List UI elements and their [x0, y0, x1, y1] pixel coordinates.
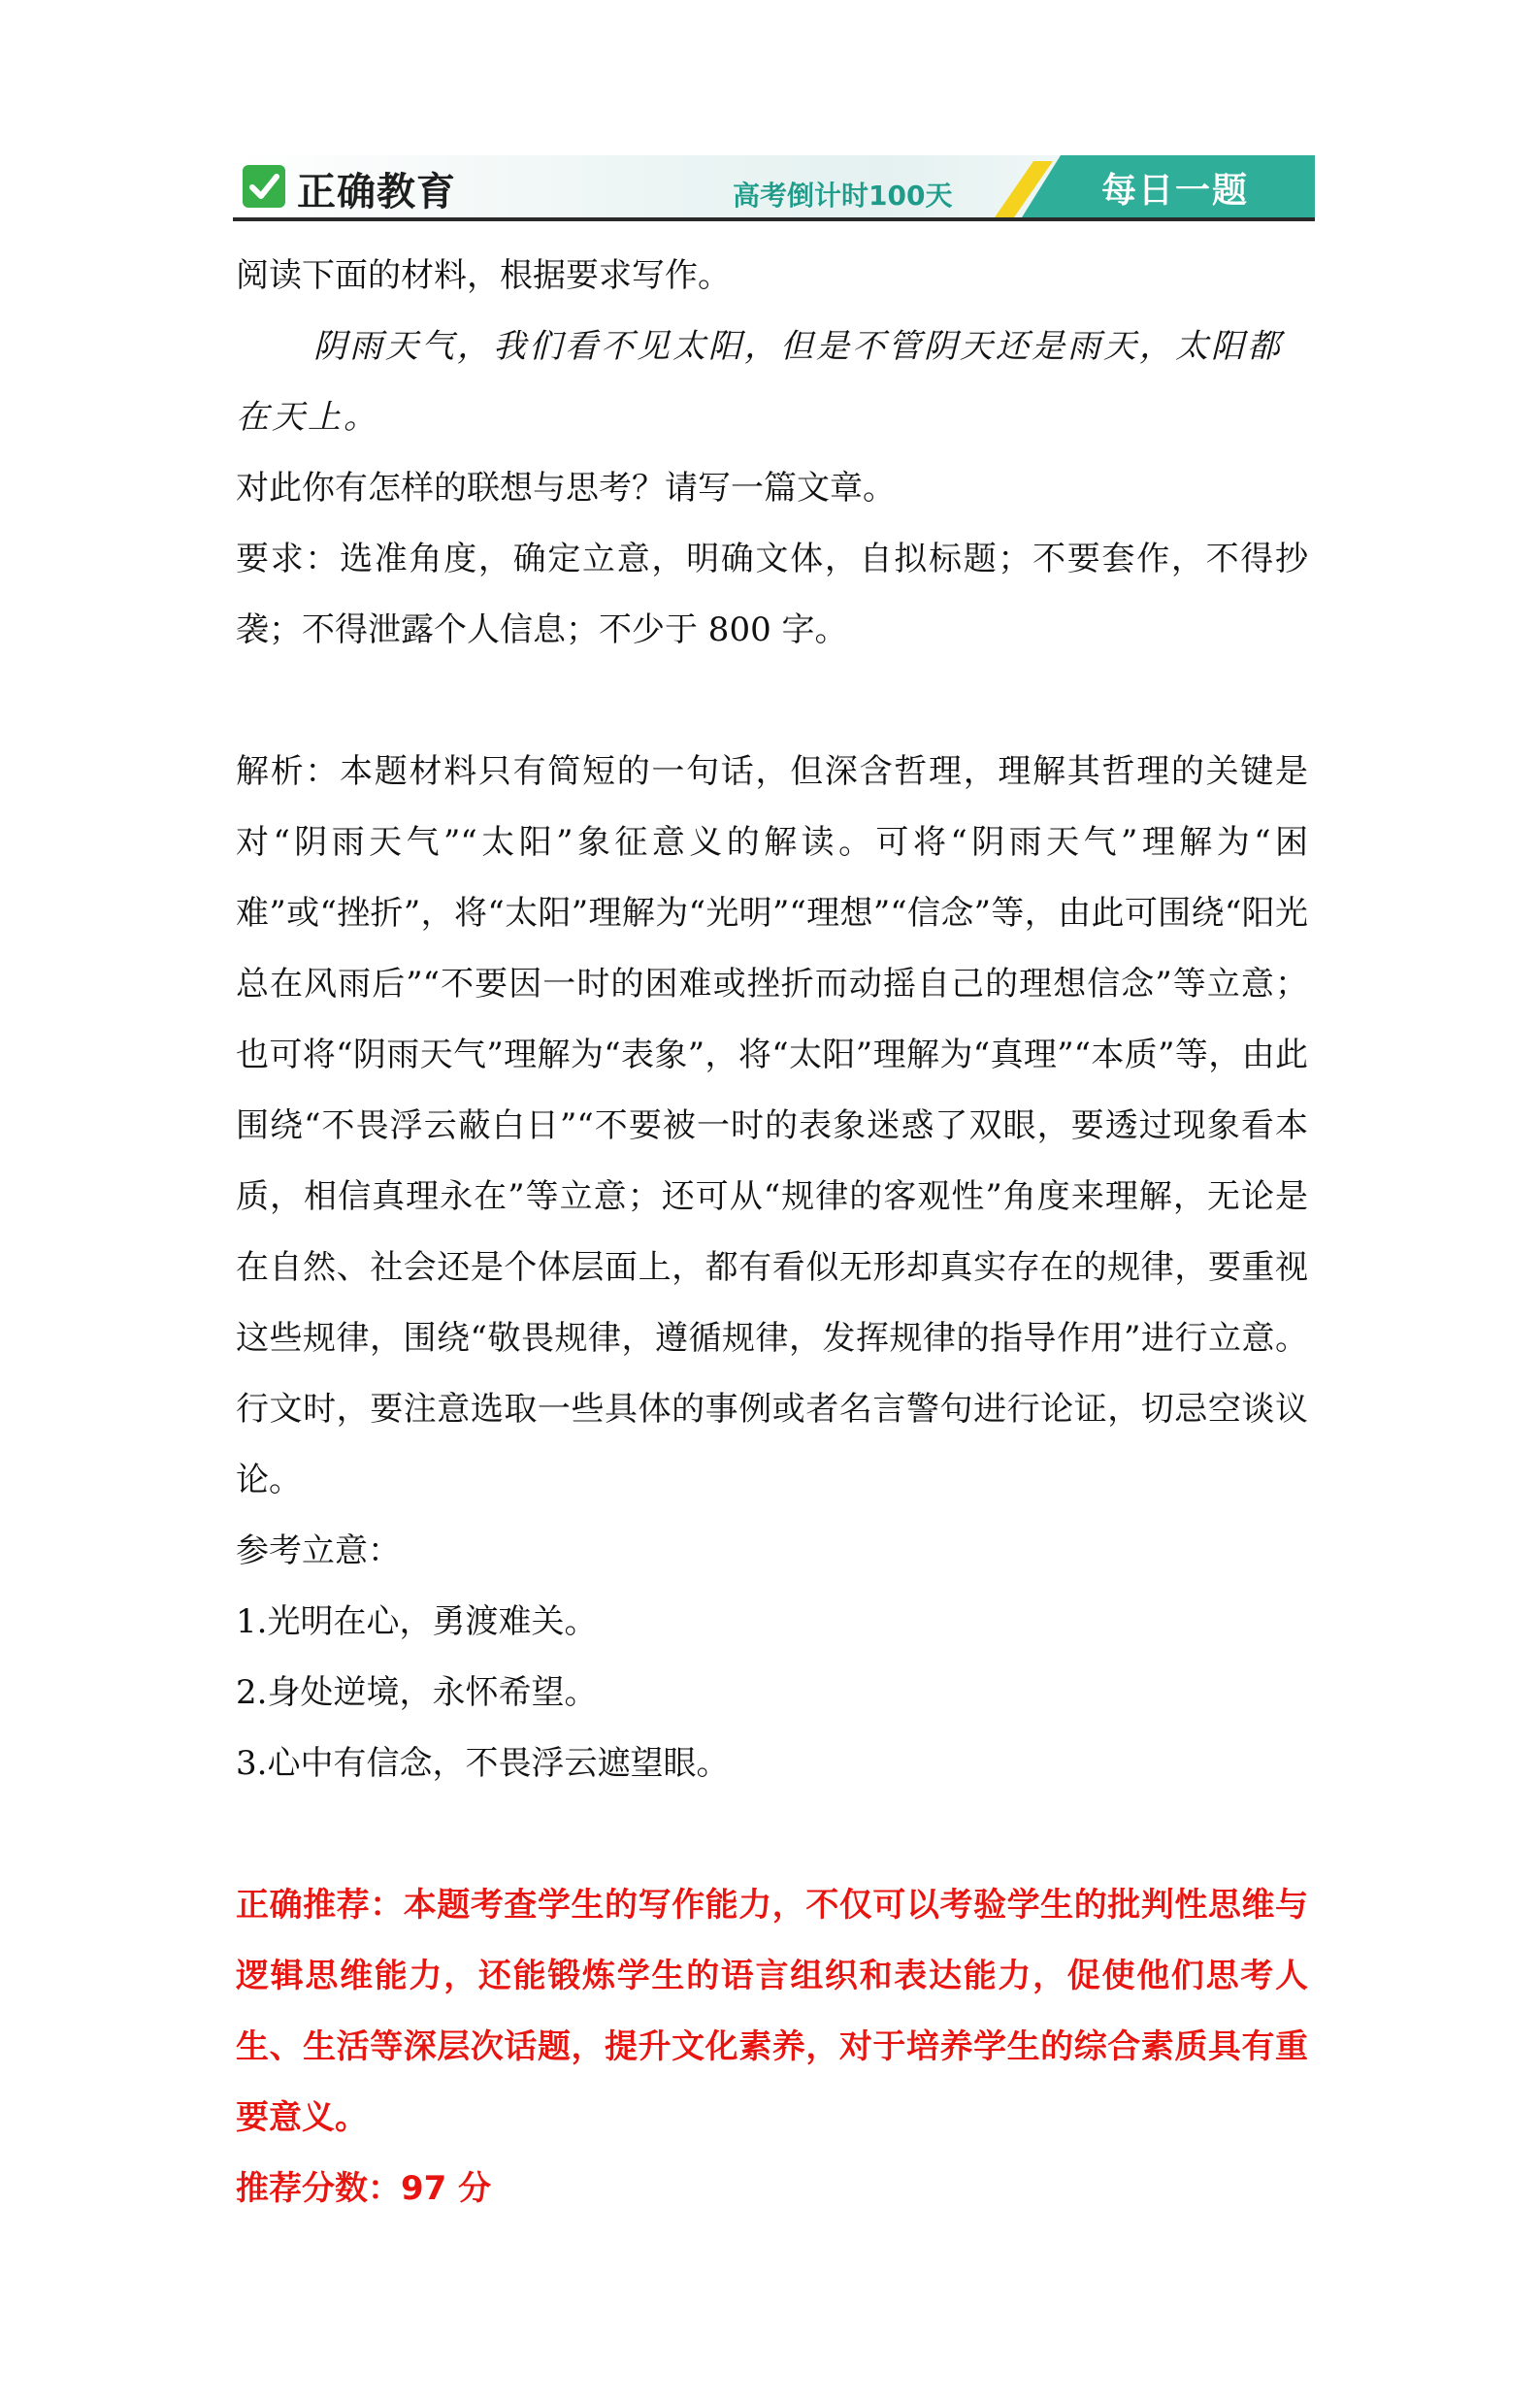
question-intro: 阅读下面的材料，根据要求写作。 — [236, 256, 731, 295]
countdown-text: 高考倒计时100天 — [733, 180, 953, 212]
header-divider — [233, 217, 1315, 221]
document-body — [236, 241, 1308, 2224]
header-banner — [233, 155, 1315, 221]
reference-item-3: 3.心中有信念，不畏浮云遮望眼。 — [236, 1744, 730, 1783]
logo-text: 正确教育 — [297, 170, 456, 214]
recommendation-text: 正确推荐：本题考查学生的写作能力，不仅可以考验学生的批判性思维与逻辑思维能力，还能锻炼学生的语言组织和表达能力，促使他们思考人生、生活等深层次话题，提升文化素养，对于培养学生的综合素质具有重要意义。 — [236, 1886, 1308, 2137]
reference-item-2: 2.身处逆境，永怀希望。 — [236, 1673, 598, 1712]
reference-item-1: 1.光明在心，勇渡难关。 — [236, 1602, 598, 1641]
question-prompt: 对此你有怎样的联想与思考？请写一篇文章。 — [236, 469, 896, 508]
logo-check-icon — [243, 165, 285, 208]
daily-question-tab — [995, 155, 1315, 217]
daily-question-label: 每日一题 — [1101, 171, 1250, 211]
spacer — [236, 666, 1308, 737]
question-material: 阴雨天气，我们看不见太阳，但是不管阴天还是雨天，太阳都在天上。 — [236, 327, 1283, 437]
analysis-text: 解析：本题材料只有简短的一句话，但深含哲理，理解其哲理的关键是对“阴雨天气”“太阳”象征意义的解读。可将“阴雨天气”理解为“困难”或“挫折”，将“太阳”理解为“光明”“理想”“信念”等，由此可围绕“阳光总在风雨后”“不要因一时的困难或挫折而动摇自己的理想信念”等立意；也可将“阴雨天气”理解为“表象”，将“太阳”理解为“真理”“本质”等，由此围绕“不畏浮云蔽白日”“不要被一时的表象迷惑了双眼，要透过现象看本质，相信真理永在”等立意；还可从“规律的客观性”角度来理解，无论是在自然、社会还是个体层面上，都有看似无形却真实存在的规律，要重视这些规律，围绕“敬畏规律，遵循规律，发挥规律的指导作用”进行立意。行文时，要注意选取一些具体的事例或者名言警句进行论证，切忌空谈议论。 — [236, 752, 1308, 1499]
recommendation-score: 推荐分数：97 分 — [236, 2169, 492, 2208]
reference-title: 参考立意： — [236, 1531, 401, 1570]
spacer — [236, 1799, 1308, 1870]
question-requirements: 要求：选准角度，确定立意，明确文体，自拟标题；不要套作，不得抄袭；不得泄露个人信息；不少于 800 字。 — [236, 540, 1308, 649]
